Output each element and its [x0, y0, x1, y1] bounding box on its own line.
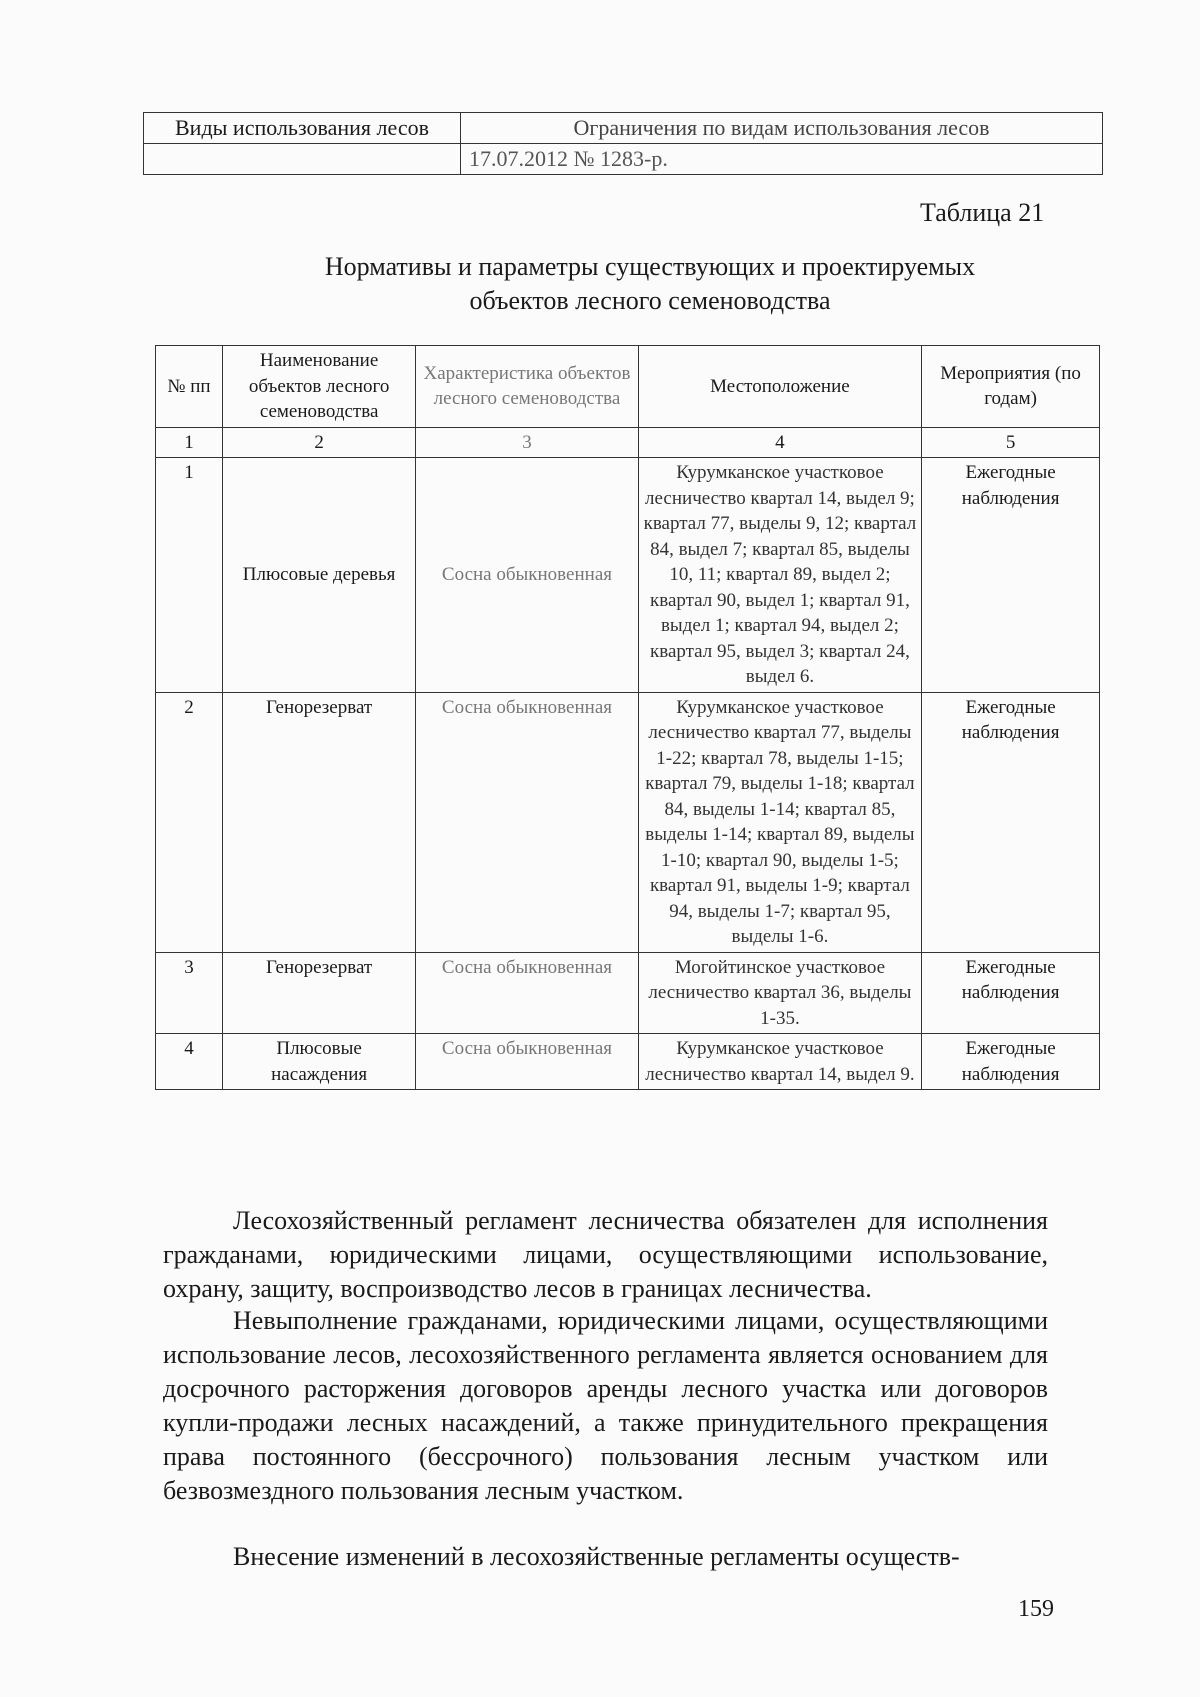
object-events: Ежегодные наблюдения	[922, 952, 1100, 1034]
paragraph-text: Невыполнение гражданами, юридическими лицами, осуществляющими использование лесов, лесохозяйственного регламента является основанием для досрочного расторжения договоров аренды лесного участка или договоров купли-продажи лесных насаждений, а также принудительного прекращения права постоянного (бессрочного) пользования лесным участком или безвозмездного пользования лесным участком.	[163, 1306, 1048, 1505]
object-characteristic: Сосна обыкновенная	[416, 1034, 638, 1090]
object-characteristic: Сосна обыкновенная	[416, 692, 638, 952]
row-number: 3	[156, 952, 223, 1034]
column-header-location: Местоположение	[638, 346, 922, 428]
table-row	[156, 952, 1100, 1034]
body-paragraph	[163, 1304, 1048, 1508]
column-header-name: Наименование объектов лесного семеноводства	[222, 346, 415, 428]
paragraph-text: Внесение изменений в лесохозяйственные регламенты осуществ-	[233, 1542, 960, 1571]
object-location: Курумканское участковое лесничество квартал 14, выдел 9; квартал 77, выделы 9, 12; квартал 84, выдел 7; квартал 85, выделы 10, 11; квартал 89, выдел 2; квартал 90, выдел 1; квартал 91, выдел 1; квартал 94, выдел 2; квартал 95, выдел 3; квартал 24, выдел 6.	[638, 458, 922, 693]
column-header-events: Мероприятия (по годам)	[922, 346, 1100, 428]
page-number: 159	[1018, 1596, 1054, 1622]
seed-objects-table	[155, 345, 1100, 1090]
column-number: 2	[222, 427, 415, 458]
object-name: Генорезерват	[222, 692, 415, 952]
column-number: 1	[156, 427, 223, 458]
column-number: 4	[638, 427, 922, 458]
table-cell	[144, 144, 461, 175]
column-header-characteristic: Характеристика объектов лесного семеноводства	[416, 346, 638, 428]
object-location: Курумканское участковое лесничество квартал 77, выделы 1-22; квартал 78, выделы 1-15; квартал 79, выделы 1-18; квартал 84, выделы 1-14; квартал 85, выделы 1-14; квартал 89, выделы 1-10; квартал 90, выделы 1-5; квартал 91, выделы 1-9; квартал 94, выделы 1-7; квартал 95, выделы 1-6.	[638, 692, 922, 952]
object-events: Ежегодные наблюдения	[922, 458, 1100, 693]
object-events: Ежегодные наблюдения	[922, 1034, 1100, 1090]
row-number: 4	[156, 1034, 223, 1090]
object-characteristic: Сосна обыкновенная	[416, 458, 638, 693]
object-location: Могойтинское участковое лесничество квартал 36, выделы 1-35.	[638, 952, 922, 1034]
heading-line: Нормативы и параметры существующих и проектируемых	[324, 252, 976, 281]
object-name: Плюсовые деревья	[222, 458, 415, 693]
object-location: Курумканское участковое лесничество квартал 14, выдел 9.	[638, 1034, 922, 1090]
table-row	[144, 113, 1103, 144]
table-header-cell: Ограничения по видам использования лесов	[461, 113, 1103, 144]
table-header-cell: Виды использования лесов	[144, 113, 461, 144]
continuation-table	[143, 112, 1103, 175]
table-cell: 17.07.2012 № 1283-р.	[461, 144, 1103, 175]
object-events: Ежегодные наблюдения	[922, 692, 1100, 952]
body-paragraph	[163, 1540, 1048, 1574]
object-name: Генорезерват	[222, 952, 415, 1034]
table-row	[156, 458, 1100, 693]
row-number: 2	[156, 692, 223, 952]
heading-line: объектов лесного семеноводства	[469, 286, 831, 315]
paragraph-text: Лесохозяйственный регламент лесничества обязателен для исполнения гражданами, юридическими лицами, осуществляющими использование, охрану, защиту, воспроизводство лесов в границах лесничества.	[163, 1206, 1048, 1303]
table-heading	[200, 250, 1100, 318]
body-paragraph	[163, 1204, 1048, 1306]
table-caption: Таблица 21	[920, 198, 1045, 227]
table-header-row	[156, 346, 1100, 428]
row-number: 1	[156, 458, 223, 693]
table-row	[156, 692, 1100, 952]
column-number: 3	[416, 427, 638, 458]
table-row	[144, 144, 1103, 175]
table-row	[156, 1034, 1100, 1090]
object-characteristic: Сосна обыкновенная	[416, 952, 638, 1034]
column-header-number: № пп	[156, 346, 223, 428]
object-name: Плюсовые насаждения	[222, 1034, 415, 1090]
table-numbers-row	[156, 427, 1100, 458]
column-number: 5	[922, 427, 1100, 458]
